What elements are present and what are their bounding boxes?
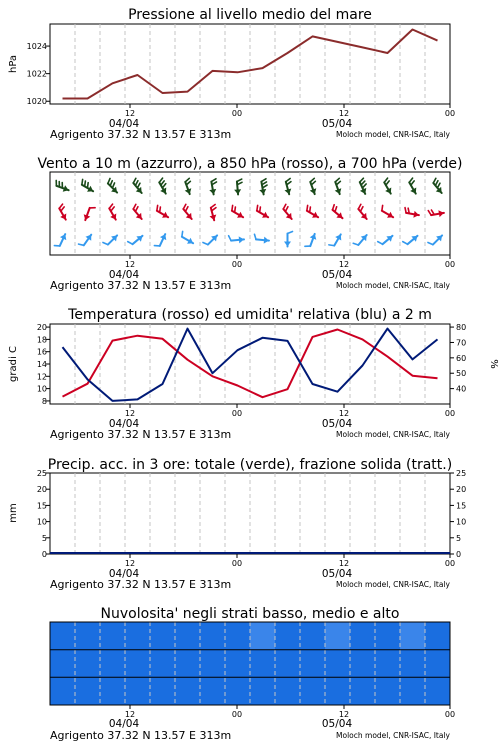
cloud-cell-alto (350, 622, 376, 650)
pressure-ytick-label: 1022 (26, 69, 47, 79)
cloud-xtick-00b: 00 (444, 710, 456, 719)
pressure-xtick-00a: 00 (231, 109, 243, 118)
cloud-cell-alto (325, 622, 351, 650)
cloud-cell-alto (425, 622, 451, 650)
humidity-ytick-label: 70 (456, 338, 467, 348)
temperature-model: Moloch model, CNR-ISAC, Italy (336, 430, 450, 439)
cloud-cell-basso (175, 677, 201, 705)
pressure-ytick-label: 1020 (26, 97, 47, 107)
cloud-cell-medio (300, 650, 326, 678)
cloud-cell-basso (275, 677, 301, 705)
cloud-cell-basso (200, 677, 226, 705)
pressure-ylabel: hPa (8, 54, 19, 74)
precip-xtick-00b: 00 (444, 559, 456, 568)
wind-xtick-12b: 12 (338, 260, 350, 269)
wind-title: Vento a 10 m (azzurro), a 850 hPa (rosso), a 700 hPa (verde) (37, 156, 463, 172)
wind-xtick-12a: 12 (124, 260, 136, 269)
pressure-xtick-12a: 12 (124, 109, 136, 118)
cloud-cell-basso (250, 677, 276, 705)
pressure-title: Pressione al livello medio del mare (128, 7, 372, 23)
humidity-ytick-label: 50 (456, 369, 467, 379)
cloud-cell-medio (125, 650, 151, 678)
temperature-ytick-label: 20 (36, 323, 47, 333)
humidity-ytick-label: 60 (456, 353, 467, 363)
cloud-cell-medio (75, 650, 101, 678)
pressure-xtick-00b: 00 (444, 109, 456, 118)
cloud-cell-medio (350, 650, 376, 678)
cloud-cell-medio (50, 650, 76, 678)
pressure-panel (8, 7, 455, 141)
temperature-ytick-label: 14 (36, 360, 47, 369)
precip-right-ytick-label: 20 (456, 485, 467, 495)
temperature-ytick-label: 12 (36, 372, 47, 382)
temperature-xtick-00b: 00 (444, 409, 456, 418)
temperature-ylabel: gradi C (8, 346, 19, 382)
precip-right-ytick-label: 15 (456, 501, 467, 511)
cloud-cell-medio (400, 650, 426, 678)
cloud-date-1: 04/04 (108, 718, 140, 730)
cloud-cell-alto (400, 622, 426, 650)
precip-ytick-label: 10 (36, 517, 47, 527)
temperature-ytick-label: 16 (36, 347, 47, 357)
precip-right-ytick-label: 5 (456, 533, 462, 543)
temperature-xtick-12a: 12 (124, 409, 136, 418)
precip-ytick-label: 25 (36, 469, 47, 478)
precip-ytick-label: 15 (36, 501, 47, 511)
cloud-cell-basso (150, 677, 176, 705)
cloud-cell-medio (250, 650, 276, 678)
pressure-model: Moloch model, CNR-ISAC, Italy (336, 130, 450, 139)
pressure-ytick-label: 1024 (26, 42, 47, 52)
cloud-cell-basso (125, 677, 151, 705)
cloud-cell-basso (350, 677, 376, 705)
cloud-location: Agrigento 37.32 N 13.57 E 313m (50, 729, 232, 742)
pressure-date-1: 04/04 (108, 118, 140, 130)
cloud-cell-alto (250, 622, 276, 650)
cloud-xtick-12b: 12 (338, 710, 350, 719)
cloud-cell-alto (275, 622, 301, 650)
precip-xtick-12b: 12 (338, 559, 350, 568)
precip-right-ytick-label: 0 (456, 550, 462, 559)
temperature-ytick-label: 10 (36, 384, 47, 394)
cloud-cell-basso (400, 677, 426, 705)
cloud-cell-alto (125, 622, 151, 650)
cloud-cell-medio (325, 650, 351, 678)
cloud-xtick-00a: 00 (231, 710, 243, 719)
cloud-cell-medio (200, 650, 226, 678)
cloud-panel (50, 606, 455, 742)
temperature-xtick-00a: 00 (231, 409, 243, 418)
precip-right-ytick-label: 25 (456, 469, 467, 478)
pressure-plot-frame (50, 24, 450, 104)
wind-date-2: 05/04 (321, 269, 353, 281)
precip-ytick-label: 5 (41, 533, 47, 543)
cloud-cell-alto (200, 622, 226, 650)
pressure-xtick-12b: 12 (338, 109, 350, 118)
precip-xtick-12a: 12 (124, 559, 136, 568)
precip-xtick-00a: 00 (231, 559, 243, 568)
cloud-cell-medio (275, 650, 301, 678)
cloud-cell-medio (225, 650, 251, 678)
cloud-cell-alto (375, 622, 401, 650)
precip-right-ytick-label: 10 (456, 517, 467, 527)
humidity-ytick-label: 80 (456, 323, 467, 333)
cloud-cell-medio (375, 650, 401, 678)
humidity-ytick-label: 40 (456, 384, 467, 394)
cloud-cell-basso (225, 677, 251, 705)
precip-date-1: 04/04 (108, 568, 140, 580)
cloud-cell-alto (75, 622, 101, 650)
wind-panel (37, 156, 462, 292)
temperature-ytick-label: 8 (41, 396, 47, 406)
wind-location: Agrigento 37.32 N 13.57 E 313m (50, 279, 232, 292)
pressure-date-2: 05/04 (321, 118, 353, 130)
pressure-location: Agrigento 37.32 N 13.57 E 313m (50, 128, 232, 141)
cloud-cell-alto (300, 622, 326, 650)
temperature-date-2: 05/04 (321, 418, 353, 430)
cloud-cell-medio (150, 650, 176, 678)
cloud-cell-basso (300, 677, 326, 705)
temperature-title: Temperatura (rosso) ed umidita' relativa (blu) a 2 m (68, 307, 432, 323)
precip-plot-frame (50, 473, 450, 554)
precip-model: Moloch model, CNR-ISAC, Italy (336, 580, 450, 589)
cloud-date-2: 05/04 (321, 718, 353, 730)
cloud-cell-basso (50, 677, 76, 705)
cloud-cell-basso (375, 677, 401, 705)
cloud-cell-alto (100, 622, 126, 650)
cloud-model: Moloch model, CNR-ISAC, Italy (336, 731, 450, 740)
temperature-ytick-label: 18 (36, 335, 47, 345)
precip-date-2: 05/04 (321, 568, 353, 580)
cloud-cell-alto (50, 622, 76, 650)
cloud-cell-medio (100, 650, 126, 678)
temperature-date-1: 04/04 (108, 418, 140, 430)
cloud-plot (50, 622, 451, 709)
wind-xtick-00b: 00 (444, 260, 456, 269)
cloud-cell-basso (425, 677, 451, 705)
temperature-location: Agrigento 37.32 N 13.57 E 313m (50, 428, 232, 441)
precip-location: Agrigento 37.32 N 13.57 E 313m (50, 578, 232, 591)
cloud-cell-alto (225, 622, 251, 650)
precip-panel (8, 457, 466, 591)
temperature-panel (8, 307, 499, 441)
wind-model: Moloch model, CNR-ISAC, Italy (336, 281, 450, 290)
cloud-cell-medio (425, 650, 451, 678)
precip-title: Precip. acc. in 3 ore: totale (verde), frazione solida (tratt.) (47, 457, 453, 473)
precip-ytick-label: 0 (41, 550, 47, 559)
precip-ylabel: mm (8, 503, 19, 523)
cloud-cell-medio (175, 650, 201, 678)
precip-ytick-label: 20 (36, 485, 47, 495)
wind-xtick-00a: 00 (231, 260, 243, 269)
cloud-xtick-12a: 12 (124, 710, 136, 719)
humidity-ylabel: % (488, 359, 499, 369)
cloud-cell-basso (75, 677, 101, 705)
temperature-xtick-12b: 12 (338, 409, 350, 418)
cloud-cell-basso (100, 677, 126, 705)
cloud-title: Nuvolosita' negli strati basso, medio e alto (100, 606, 400, 622)
cloud-cell-alto (175, 622, 201, 650)
cloud-cell-basso (325, 677, 351, 705)
wind-date-1: 04/04 (108, 269, 140, 281)
cloud-cell-alto (150, 622, 176, 650)
